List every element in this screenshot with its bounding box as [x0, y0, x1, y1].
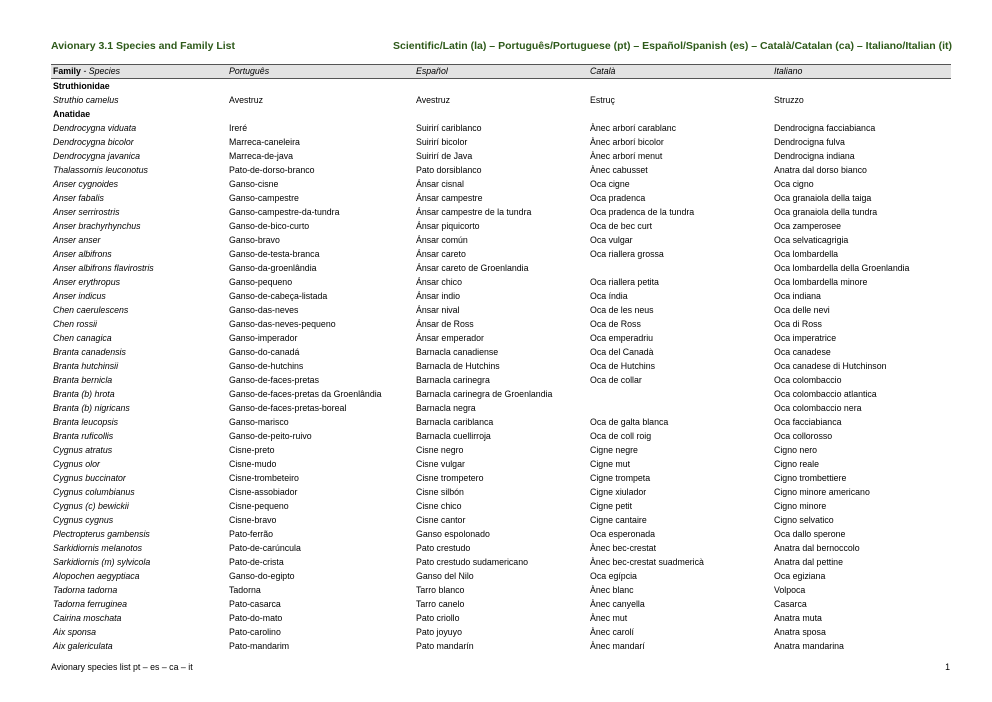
species-row [51, 247, 951, 261]
portuguese-name-cell: Ganso-do-egipto [229, 571, 295, 581]
scientific-name-cell: Cygnus atratus [53, 445, 113, 455]
species-row [51, 555, 951, 569]
page-number: 1 [945, 662, 950, 672]
scientific-name-cell: Chen canagica [53, 333, 112, 343]
species-row [51, 471, 951, 485]
scientific-name-cell: Branta (b) hrota [53, 389, 115, 399]
species-row [51, 233, 951, 247]
spanish-name-cell: Cisne chico [416, 501, 462, 511]
italian-name-cell: Dendrocigna facciabianca [774, 123, 876, 133]
catalan-name-cell: Oca pradenca [590, 193, 646, 203]
italian-name-cell: Oca delle nevi [774, 305, 830, 315]
italian-name-cell: Cigno minore americano [774, 487, 870, 497]
spanish-name-cell: Ánsar de Ross [416, 319, 474, 329]
column-header-spanish: Español [414, 65, 588, 79]
column-header-portuguese: Português [227, 65, 414, 79]
empty-cell [772, 79, 951, 94]
catalan-name-cell: Oca riallera grossa [590, 249, 664, 259]
catalan-name-cell: Oca riallera petita [590, 277, 659, 287]
italian-name-cell: Cigno trombettiere [774, 473, 847, 483]
species-row [51, 457, 951, 471]
species-row [51, 499, 951, 513]
empty-cell [227, 79, 414, 94]
italian-name-cell: Anatra muta [774, 613, 822, 623]
species-header-label: Species [88, 66, 120, 76]
spanish-name-cell: Pato mandarín [416, 641, 474, 651]
scientific-name-cell: Sarkidiornis melanotos [53, 543, 142, 553]
catalan-name-cell: Ànec bec-crestat [590, 543, 657, 553]
family-name: Anatidae [53, 109, 91, 119]
spanish-name-cell: Suirirí cariblanco [416, 123, 482, 133]
catalan-name-cell: Ànec mut [590, 613, 628, 623]
spanish-name-cell: Barnacla cuellirroja [416, 431, 491, 441]
species-table-container [51, 64, 951, 653]
spanish-name-cell: Ganso del Nilo [416, 571, 474, 581]
species-row [51, 149, 951, 163]
portuguese-name-cell: Ganso-de-faces-pretas da Groenlândia [229, 389, 382, 399]
spanish-name-cell: Ánsar campestre de la tundra [416, 207, 532, 217]
species-row [51, 303, 951, 317]
portuguese-name-cell: Cisne-assobiador [229, 487, 298, 497]
catalan-name-cell: Oca de Hutchins [590, 361, 656, 371]
italian-name-cell: Dendrocigna indiana [774, 151, 855, 161]
catalan-name-cell: Oca vulgar [590, 235, 633, 245]
species-row [51, 331, 951, 345]
species-row [51, 191, 951, 205]
catalan-name-cell [588, 261, 772, 275]
portuguese-name-cell: Marreca-caneleira [229, 137, 300, 147]
species-row [51, 387, 951, 401]
italian-name-cell: Oca selvaticagrigia [774, 235, 849, 245]
portuguese-name-cell: Ganso-das-neves-pequeno [229, 319, 336, 329]
catalan-name-cell: Oca de galta blanca [590, 417, 669, 427]
catalan-name-cell: Oca de collar [590, 375, 642, 385]
catalan-name-cell: Cigne trompeta [590, 473, 651, 483]
catalan-name-cell: Ànec arborí carablanc [590, 123, 677, 133]
portuguese-name-cell: Ganso-cisne [229, 179, 279, 189]
scientific-name-cell: Branta (b) nigricans [53, 403, 130, 413]
species-row [51, 93, 951, 107]
italian-name-cell: Oca zamperosee [774, 221, 841, 231]
catalan-name-cell: Ànec canyella [590, 599, 645, 609]
species-row [51, 541, 951, 555]
species-row [51, 639, 951, 653]
catalan-name-cell: Oca pradenca de la tundra [590, 207, 695, 217]
italian-name-cell: Oca cigno [774, 179, 814, 189]
italian-name-cell: Oca colombaccio [774, 375, 842, 385]
portuguese-name-cell: Ganso-de-testa-branca [229, 249, 320, 259]
species-table [51, 64, 951, 653]
family-row [51, 107, 951, 121]
species-row [51, 527, 951, 541]
italian-name-cell: Dendrocigna fulva [774, 137, 845, 147]
spanish-name-cell: Pato dorsiblanco [416, 165, 482, 175]
italian-name-cell: Oca egiziana [774, 571, 826, 581]
italian-name-cell: Oca lombardella della Groenlandia [774, 263, 910, 273]
scientific-name-cell: Branta ruficollis [53, 431, 114, 441]
spanish-name-cell: Cisne negro [416, 445, 464, 455]
italian-name-cell: Casarca [774, 599, 807, 609]
italian-name-cell: Cigno reale [774, 459, 819, 469]
italian-name-cell: Oca di Ross [774, 319, 822, 329]
catalan-name-cell: Ànec cabusset [590, 165, 648, 175]
portuguese-name-cell: Ganso-da-groenlândia [229, 263, 317, 273]
spanish-name-cell: Barnacla carinegra [416, 375, 490, 385]
species-row [51, 401, 951, 415]
scientific-name-cell: Dendrocygna javanica [53, 151, 141, 161]
spanish-name-cell: Avestruz [416, 95, 451, 105]
portuguese-name-cell: Ganso-de-peito-ruivo [229, 431, 312, 441]
scientific-name-cell: Anser erythropus [53, 277, 120, 287]
scientific-name-cell: Cairina moschata [53, 613, 122, 623]
catalan-name-cell: Oca del Canadà [590, 347, 654, 357]
species-row [51, 625, 951, 639]
italian-name-cell: Cigno minore [774, 501, 827, 511]
species-row [51, 205, 951, 219]
spanish-name-cell: Ánsar indio [416, 291, 461, 301]
italian-name-cell: Anatra mandarina [774, 641, 844, 651]
scientific-name-cell: Dendrocygna bicolor [53, 137, 134, 147]
scientific-name-cell: Alopochen aegyptiaca [53, 571, 140, 581]
spanish-name-cell: Cisne vulgar [416, 459, 465, 469]
scientific-name-cell: Anser fabalis [53, 193, 104, 203]
portuguese-name-cell: Ganso-imperador [229, 333, 298, 343]
spanish-name-cell: Ánsar emperador [416, 333, 484, 343]
scientific-name-cell: Branta canadensis [53, 347, 126, 357]
spanish-name-cell: Barnacla negra [416, 403, 476, 413]
portuguese-name-cell: Ganso-das-neves [229, 305, 299, 315]
scientific-name-cell: Anser albifrons flavirostris [53, 263, 154, 273]
italian-name-cell: Volpoca [774, 585, 806, 595]
empty-cell [227, 107, 414, 121]
portuguese-name-cell: Ganso-do-canadá [229, 347, 300, 357]
species-row [51, 317, 951, 331]
spanish-name-cell: Pato criollo [416, 613, 460, 623]
spanish-name-cell: Tarro blanco [416, 585, 465, 595]
scientific-name-cell: Cygnus buccinator [53, 473, 126, 483]
catalan-name-cell: Oca egípcia [590, 571, 637, 581]
italian-name-cell: Cigno nero [774, 445, 818, 455]
catalan-name-cell: Cigne cantaire [590, 515, 647, 525]
scientific-name-cell: Tadorna ferruginea [53, 599, 128, 609]
italian-name-cell: Anatra sposa [774, 627, 826, 637]
scientific-name-cell: Branta bernicla [53, 375, 113, 385]
scientific-name-cell: Aix sponsa [53, 627, 97, 637]
portuguese-name-cell: Pato-casarca [229, 599, 281, 609]
table-header [51, 65, 951, 79]
species-row [51, 429, 951, 443]
spanish-name-cell: Ánsar careto de Groenlandia [416, 263, 529, 273]
italian-name-cell: Oca colombaccio nera [774, 403, 862, 413]
scientific-name-cell: Plectropterus gambensis [53, 529, 150, 539]
catalan-name-cell [588, 387, 772, 401]
scientific-name-cell: Cygnus cygnus [53, 515, 114, 525]
species-row [51, 163, 951, 177]
column-header-catalan: Català [588, 65, 772, 79]
italian-name-cell: Oca dallo sperone [774, 529, 846, 539]
scientific-name-cell: Chen rossii [53, 319, 98, 329]
species-row [51, 261, 951, 275]
italian-name-cell: Oca canadese di Hutchinson [774, 361, 887, 371]
spanish-name-cell: Ánsar careto [416, 249, 466, 259]
scientific-name-cell: Cygnus (c) bewickii [53, 501, 129, 511]
portuguese-name-cell: Pato-carolino [229, 627, 281, 637]
empty-cell [588, 79, 772, 94]
scientific-name-cell: Anser serrirostris [53, 207, 120, 217]
portuguese-name-cell: Pato-de-dorso-branco [229, 165, 315, 175]
family-header-label: Family [53, 66, 81, 76]
column-header-family-species [51, 65, 227, 79]
italian-name-cell: Oca lombardella minore [774, 277, 868, 287]
portuguese-name-cell: Ganso-de-bico-curto [229, 221, 310, 231]
italian-name-cell: Oca imperatrice [774, 333, 837, 343]
spanish-name-cell: Cisne trompetero [416, 473, 484, 483]
species-row [51, 121, 951, 135]
catalan-name-cell [588, 401, 772, 415]
italian-name-cell: Oca indiana [774, 291, 821, 301]
catalan-name-cell: Cigne negre [590, 445, 638, 455]
header-separator: - [80, 66, 89, 76]
spanish-name-cell: Pato crestudo [416, 543, 471, 553]
catalan-name-cell: Oca de Ross [590, 319, 641, 329]
scientific-name-cell: Anser albifrons [53, 249, 112, 259]
portuguese-name-cell: Ganso-de-hutchins [229, 361, 304, 371]
spanish-name-cell: Ánsar cisnal [416, 179, 464, 189]
catalan-name-cell: Ànec arborí bicolor [590, 137, 664, 147]
portuguese-name-cell: Pato-mandarim [229, 641, 290, 651]
scientific-name-cell: Struthio camelus [53, 95, 119, 105]
scientific-name-cell: Dendrocygna viduata [53, 123, 137, 133]
portuguese-name-cell: Marreca-de-java [229, 151, 294, 161]
spanish-name-cell: Barnacla de Hutchins [416, 361, 500, 371]
italian-name-cell: Cigno selvatico [774, 515, 834, 525]
column-header-italian: Italiano [772, 65, 951, 79]
portuguese-name-cell: Ganso-marisco [229, 417, 289, 427]
empty-cell [414, 107, 588, 121]
scientific-name-cell: Cygnus olor [53, 459, 100, 469]
catalan-name-cell: Estruç [590, 95, 615, 105]
portuguese-name-cell: Ganso-campestre-da-tundra [229, 207, 340, 217]
spanish-name-cell: Cisne silbón [416, 487, 464, 497]
species-row [51, 373, 951, 387]
footer-text: Avionary species list pt – es – ca – it [51, 662, 193, 672]
portuguese-name-cell: Ireré [229, 123, 248, 133]
portuguese-name-cell: Ganso-bravo [229, 235, 280, 245]
catalan-name-cell: Oca esperonada [590, 529, 656, 539]
spanish-name-cell: Barnacla cariblanca [416, 417, 494, 427]
scientific-name-cell: Sarkidiornis (m) sylvicola [53, 557, 151, 567]
scientific-name-cell: Branta leucopsis [53, 417, 119, 427]
italian-name-cell: Oca facciabianca [774, 417, 842, 427]
italian-name-cell: Oca colombaccio atlantica [774, 389, 877, 399]
portuguese-name-cell: Cisne-pequeno [229, 501, 289, 511]
italian-name-cell: Oca granaiola della tundra [774, 207, 878, 217]
portuguese-name-cell: Ganso-pequeno [229, 277, 293, 287]
family-name: Struthionidae [53, 81, 110, 91]
portuguese-name-cell: Cisne-bravo [229, 515, 277, 525]
catalan-name-cell: Ànec carolí [590, 627, 635, 637]
scientific-name-cell: Cygnus columbianus [53, 487, 135, 497]
spanish-name-cell: Pato crestudo sudamericano [416, 557, 528, 567]
species-row [51, 135, 951, 149]
scientific-name-cell: Chen caerulescens [53, 305, 129, 315]
language-legend: Scientific/Latin (la) – Português/Portuguese (pt) – Español/Spanish (es) – Català/Catalan (ca) – Italiano/Italian (it) [393, 40, 952, 52]
portuguese-name-cell: Pato-ferrão [229, 529, 274, 539]
scientific-name-cell: Anser brachyrhynchus [53, 221, 141, 231]
species-row [51, 569, 951, 583]
italian-name-cell: Anatra dal bernoccolo [774, 543, 860, 553]
catalan-name-cell: Oca de bec curt [590, 221, 653, 231]
scientific-name-cell: Anser indicus [53, 291, 106, 301]
spanish-name-cell: Ánsar chico [416, 277, 462, 287]
document-title: Avionary 3.1 Species and Family List [51, 40, 236, 52]
species-row [51, 443, 951, 457]
portuguese-name-cell: Pato-do-mato [229, 613, 283, 623]
italian-name-cell: Oca collorosso [774, 431, 833, 441]
scientific-name-cell: Anser anser [53, 235, 101, 245]
portuguese-name-cell: Ganso-de-faces-pretas-boreal [229, 403, 347, 413]
species-row [51, 177, 951, 191]
spanish-name-cell: Ganso espolonado [416, 529, 490, 539]
species-row [51, 415, 951, 429]
species-row [51, 219, 951, 233]
catalan-name-cell: Oca de les neus [590, 305, 654, 315]
spanish-name-cell: Pato joyuyo [416, 627, 462, 637]
italian-name-cell: Anatra dal dorso bianco [774, 165, 867, 175]
catalan-name-cell: Cigne petit [590, 501, 633, 511]
portuguese-name-cell: Avestruz [229, 95, 264, 105]
species-row [51, 597, 951, 611]
scientific-name-cell: Thalassornis leuconotus [53, 165, 148, 175]
portuguese-name-cell: Pato-de-carúncula [229, 543, 301, 553]
scientific-name-cell: Aix galericulata [53, 641, 113, 651]
spanish-name-cell: Barnacla carinegra de Groenlandia [416, 389, 553, 399]
italian-name-cell: Oca canadese [774, 347, 831, 357]
italian-name-cell: Anatra dal pettine [774, 557, 843, 567]
catalan-name-cell: Ànec mandarí [590, 641, 645, 651]
spanish-name-cell: Barnacla canadiense [416, 347, 499, 357]
spanish-name-cell: Ánsar campestre [416, 193, 483, 203]
catalan-name-cell: Cigne xiulador [590, 487, 647, 497]
spanish-name-cell: Cisne cantor [416, 515, 466, 525]
empty-cell [772, 107, 951, 121]
portuguese-name-cell: Ganso-de-cabeça-listada [229, 291, 328, 301]
catalan-name-cell: Ànec blanc [590, 585, 634, 595]
italian-name-cell: Oca granaiola della taiga [774, 193, 872, 203]
scientific-name-cell: Branta hutchinsii [53, 361, 119, 371]
empty-cell [588, 107, 772, 121]
catalan-name-cell: Ànec bec-crestat suadmericà [590, 557, 704, 567]
species-row [51, 289, 951, 303]
catalan-name-cell: Oca de coll roig [590, 431, 652, 441]
species-row [51, 359, 951, 373]
species-row [51, 513, 951, 527]
table-header-row [51, 65, 951, 79]
empty-cell [414, 79, 588, 94]
italian-name-cell: Oca lombardella [774, 249, 839, 259]
scientific-name-cell: Anser cygnoides [53, 179, 119, 189]
scientific-name-cell: Tadorna tadorna [53, 585, 118, 595]
catalan-name-cell: Ànec arborí menut [590, 151, 663, 161]
portuguese-name-cell: Pato-de-crista [229, 557, 284, 567]
species-row [51, 275, 951, 289]
species-row [51, 485, 951, 499]
spanish-name-cell: Suirirí bicolor [416, 137, 468, 147]
catalan-name-cell: Oca emperadriu [590, 333, 654, 343]
spanish-name-cell: Tarro canelo [416, 599, 465, 609]
portuguese-name-cell: Cisne-mudo [229, 459, 277, 469]
italian-name-cell: Struzzo [774, 95, 804, 105]
species-row [51, 345, 951, 359]
species-row [51, 583, 951, 597]
portuguese-name-cell: Ganso-campestre [229, 193, 299, 203]
catalan-name-cell: Oca cigne [590, 179, 630, 189]
portuguese-name-cell: Ganso-de-faces-pretas [229, 375, 319, 385]
portuguese-name-cell: Cisne-preto [229, 445, 275, 455]
portuguese-name-cell: Tadorna [229, 585, 261, 595]
spanish-name-cell: Ánsar nival [416, 305, 460, 315]
catalan-name-cell: Oca índia [590, 291, 628, 301]
catalan-name-cell: Cigne mut [590, 459, 631, 469]
species-row [51, 611, 951, 625]
spanish-name-cell: Ánsar piquicorto [416, 221, 480, 231]
family-row [51, 79, 951, 94]
spanish-name-cell: Ánsar común [416, 235, 468, 245]
table-body [51, 79, 951, 654]
portuguese-name-cell: Cisne-trombeteiro [229, 473, 299, 483]
spanish-name-cell: Suirirí de Java [416, 151, 473, 161]
